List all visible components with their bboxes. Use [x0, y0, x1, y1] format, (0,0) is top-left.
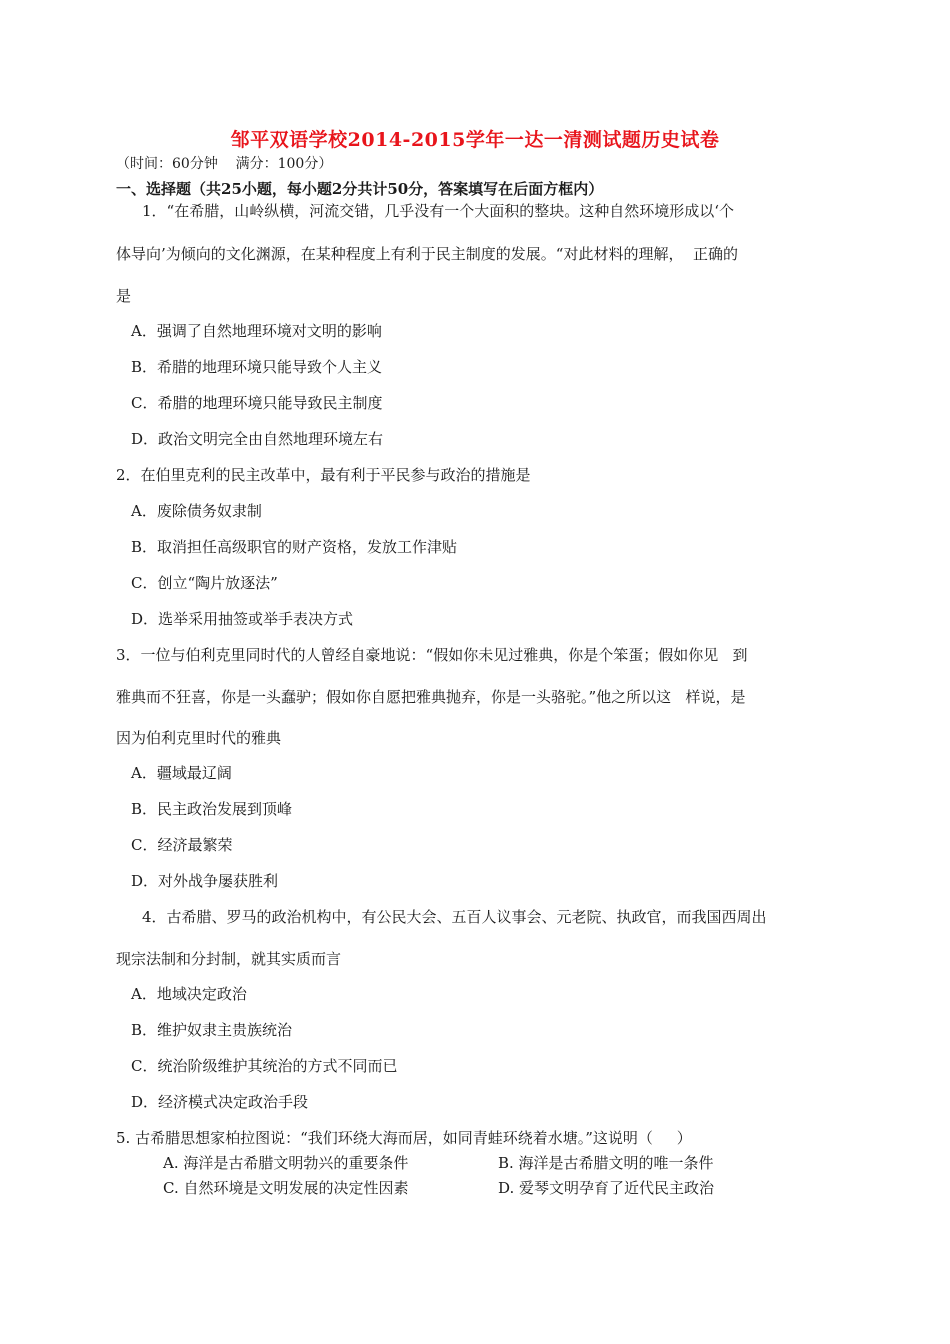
q3-line-1: 3．一位与伯利克里同时代的人曾经自豪地说：“假如你未见过雅典，你是个笨蛋；假如你见 到: [116, 646, 748, 664]
q4-line-1: 4．古希腊、罗马的政治机构中，有公民大会、五百人议事会、元老院、执政官，而我国西周出: [142, 908, 767, 926]
q2-option-a: A．废除债务奴隶制: [131, 502, 262, 520]
q2-option-b: B．取消担任高级职官的财产资格，发放工作津贴: [131, 538, 458, 556]
q5-option-b: B. 海洋是古希腊文明的唯一条件: [498, 1154, 714, 1172]
q4-line-2: 现宗法制和分封制，就其实质而言: [116, 950, 342, 968]
q4-option-a: A．地域决定政治: [131, 985, 247, 1003]
q4-option-c: C．统治阶级维护其统治的方式不同而已: [131, 1057, 398, 1075]
q5-option-a: A. 海洋是古希腊文明勃兴的重要条件: [163, 1154, 409, 1172]
section-heading: 一、选择题（共25小题，每小题2分共计50分，答案填写在后面方框内）: [116, 180, 604, 198]
q3-option-b: B．民主政治发展到顶峰: [131, 800, 293, 818]
q4-option-d: D．经济模式决定政治手段: [131, 1093, 309, 1111]
q3-option-d: D．对外战争屡获胜利: [131, 872, 279, 890]
q2-option-c: C．创立“陶片放逐法”: [131, 574, 278, 592]
q3-option-a: A．疆域最辽阔: [131, 764, 232, 782]
q5-option-d: D. 爱琴文明孕育了近代民主政治: [498, 1179, 715, 1197]
exam-title: 邹平双语学校2014-2015学年一达一清测试题历史试卷: [230, 129, 720, 151]
q1-line-2: 体导向’为倾向的文化渊源，在某种程度上有利于民主制度的发展。“对此材料的理解， 正确的: [116, 245, 738, 263]
q1-option-b: B．希腊的地理环境只能导致个人主义: [131, 358, 383, 376]
q1-option-a: A．强调了自然地理环境对文明的影响: [131, 322, 382, 340]
q3-line-2: 雅典而不狂喜，你是一头蠢驴；假如你自愿把雅典抛弃，你是一头骆驼。”他之所以这 样说，是: [116, 688, 746, 706]
q1-option-c: C．希腊的地理环境只能导致民主制度: [131, 394, 383, 412]
q4-option-b: B．维护奴隶主贵族统治: [131, 1021, 293, 1039]
q1-option-d: D．政治文明完全由自然地理环境左右: [131, 430, 384, 448]
q2-line-1: 2．在伯里克利的民主改革中，最有利于平民参与政治的措施是: [116, 466, 531, 484]
q3-line-3: 因为伯利克里时代的雅典: [116, 729, 282, 747]
q5-line-1: 5. 古希腊思想家柏拉图说：“我们环绕大海而居，如同青蛙环绕着水塘。”这说明（ ）: [116, 1129, 692, 1147]
q1-line-3: 是: [116, 287, 132, 305]
q3-option-c: C．经济最繁荣: [131, 836, 233, 854]
q1-line-1: 1．“在希腊，山岭纵横，河流交错，几乎没有一个大面积的整块。这种自然环境形成以‘个: [142, 202, 734, 220]
exam-meta: （时间：60分钟 满分：100分）: [116, 156, 333, 172]
q2-option-d: D．选举采用抽签或举手表决方式: [131, 610, 354, 628]
q5-option-c: C. 自然环境是文明发展的决定性因素: [163, 1179, 409, 1197]
